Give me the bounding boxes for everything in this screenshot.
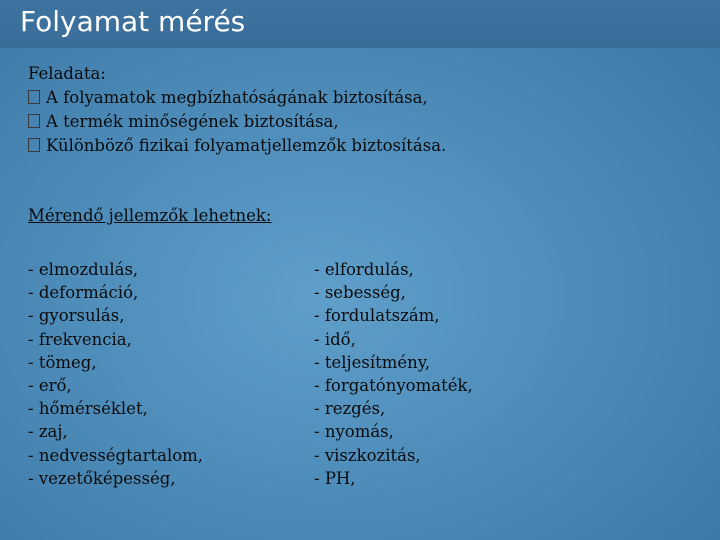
list-item: - vezetőképesség,	[28, 468, 176, 488]
list-item: - gyorsulás,	[28, 306, 125, 326]
list-item: - elfordulás,	[314, 260, 414, 279]
list-item: - sebesség,	[314, 283, 406, 303]
square-bullet-icon	[28, 114, 40, 128]
square-bullet-icon	[28, 90, 40, 104]
square-bullet-icon	[28, 138, 40, 152]
list-item: - nedvességtartalom,	[28, 445, 204, 465]
measured-list-left	[28, 258, 203, 490]
list-item: - PH,	[314, 468, 356, 488]
list-item: - viszkozitás,	[314, 445, 421, 465]
task-heading: Feladata:	[28, 64, 106, 83]
task-item-text: A folyamatok megbízhatóságának biztosítása,	[46, 88, 428, 107]
task-item	[28, 110, 446, 134]
title-bar	[0, 0, 720, 48]
list-item: - idő,	[314, 329, 356, 349]
measured-list-right	[314, 258, 473, 490]
task-item	[28, 134, 446, 158]
list-item: - rezgés,	[314, 399, 386, 419]
list-item: - tömeg,	[28, 352, 97, 372]
list-item: - erő,	[28, 376, 72, 396]
task-list	[28, 86, 446, 158]
list-item: - fordulatszám,	[314, 306, 440, 326]
task-item-text: Különböző fizikai folyamatjellemzők biztosítása.	[46, 136, 447, 155]
list-item: - elmozdulás,	[28, 260, 139, 279]
slide-title: Folyamat mérés	[20, 5, 246, 38]
list-item: - frekvencia,	[28, 329, 132, 349]
measured-heading: Mérendő jellemzők lehetnek:	[28, 206, 272, 225]
task-item	[28, 86, 446, 110]
list-item: - hőmérséklet,	[28, 399, 148, 419]
list-item: - teljesítmény,	[314, 352, 431, 372]
list-item: - deformáció,	[28, 283, 139, 303]
list-item: - forgatónyomaték,	[314, 376, 473, 396]
list-item: - nyomás,	[314, 422, 394, 442]
task-item-text: A termék minőségének biztosítása,	[46, 112, 339, 131]
list-item: - zaj,	[28, 422, 68, 442]
slide-content	[14, 52, 720, 540]
